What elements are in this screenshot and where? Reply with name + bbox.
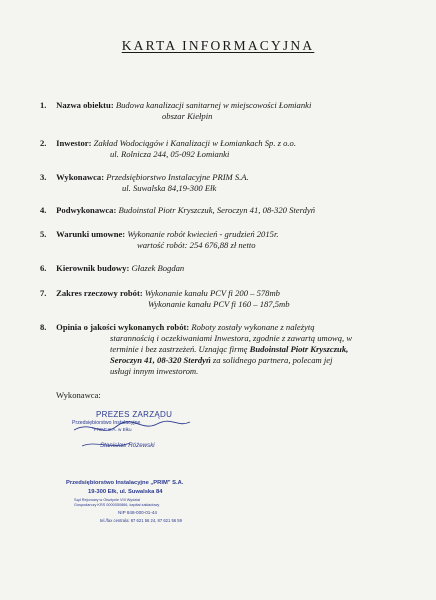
item-label: Zakres rzeczowy robót: bbox=[56, 288, 143, 298]
item-value: Głazek Bogdan bbox=[131, 263, 185, 273]
info-item-2 bbox=[40, 138, 410, 149]
item-value: Budoinstal Piotr Kryszczuk, Seroczyn 41, 08-320 Sterdyń bbox=[118, 205, 316, 215]
stamp-court-line: Sąd Rejonowy w Olsztynie VIII Wydział bbox=[74, 498, 141, 502]
item-label: Opinia o jakości wykonanych robót: bbox=[56, 322, 190, 332]
info-item-4 bbox=[40, 205, 410, 216]
item-label: Podwykonawca: bbox=[56, 205, 117, 215]
info-item-1 bbox=[40, 100, 410, 111]
info-item-8 bbox=[40, 322, 420, 333]
stamp-company-address: 19-300 Ełk, ul. Suwalska 84 bbox=[88, 489, 163, 495]
item-number: 1. bbox=[40, 100, 47, 110]
item-value: Wykonanie robót kwiecień - grudzień 2015r. bbox=[127, 229, 279, 239]
item-value-line2: obszar Kiełpin bbox=[162, 111, 213, 121]
item-number: 3. bbox=[40, 172, 47, 182]
item-value-line2: ul. Rolnicza 244, 05-092 Łomianki bbox=[110, 149, 230, 159]
document-title: KARTA INFORMACYJNA bbox=[121, 38, 315, 53]
item-value-line: starannością i oczekiwaniami Inwestora, zgodnie z zawartą umową, w bbox=[110, 333, 353, 343]
signature-stamp bbox=[72, 410, 192, 460]
item-label: Inwestor: bbox=[56, 138, 92, 148]
item-value-line: usługi innym inwestorom. bbox=[110, 366, 199, 376]
info-item-6 bbox=[40, 263, 410, 274]
item-value-line2: Wykonanie kanału PCV fi 160 – 187,5mb bbox=[148, 299, 290, 309]
stamp-title: PREZES ZARZĄDU bbox=[96, 410, 173, 419]
item-label: Wykonawca: bbox=[56, 172, 105, 182]
stamp-nip: NIP 848-000-01-44 bbox=[118, 510, 157, 515]
item-value-emphasis: Seroczyn 41, 08-320 Sterdyń bbox=[110, 355, 211, 365]
stamp-name: Stanisław Różewski bbox=[100, 442, 155, 449]
item-value-line2: ul. Suwalska 84,19-300 Ełk bbox=[122, 183, 217, 193]
stamp-company-name: Przedsiębiorstwo Instalacyjne „PRIM" S.A. bbox=[66, 480, 184, 486]
item-value-emphasis: Budoinstal Piotr Kryszczuk, bbox=[249, 344, 349, 354]
company-stamp bbox=[60, 470, 190, 535]
item-value-text: za solidnego partnera, polecam jej bbox=[212, 355, 333, 365]
stamp-company: Przedsiębiorstwo Instalacyjne bbox=[72, 420, 141, 426]
item-label: Nazwa obiektu: bbox=[56, 100, 114, 110]
item-number: 7. bbox=[40, 288, 47, 298]
stamp-krs-line: Gospodarczy KRS 0000050866, kapitał zakładowy bbox=[74, 503, 160, 507]
info-item-7 bbox=[40, 288, 410, 299]
item-number: 5. bbox=[40, 229, 47, 239]
item-number: 2. bbox=[40, 138, 47, 148]
item-label: Warunki umowne: bbox=[56, 229, 126, 239]
info-item-5 bbox=[40, 229, 410, 240]
item-value-text: terminie i bez zastrzeżeń. Uznając firmę bbox=[110, 344, 248, 354]
item-number: 6. bbox=[40, 263, 47, 273]
item-number: 4. bbox=[40, 205, 47, 215]
item-number: 8. bbox=[40, 322, 47, 332]
item-label: Kierownik budowy: bbox=[56, 263, 130, 273]
handwritten-signature bbox=[72, 410, 192, 460]
item-value: Przedsiębiorstwo Instalacyjne PRIM S.A. bbox=[106, 172, 249, 182]
item-value: Budowa kanalizacji sanitarnej w miejscowości Łomianki bbox=[115, 100, 312, 110]
info-item-3 bbox=[40, 172, 410, 183]
stamp-company-line2: "PRIM" S.A. w Ełku bbox=[92, 427, 132, 432]
item-value: Roboty zostały wykonane z należytą bbox=[191, 322, 315, 332]
item-value: Wykonanie kanału PCV fi 200 – 578mb bbox=[144, 288, 280, 298]
item-value-line2: wartość robót: 254 676,88 zł netto bbox=[137, 240, 256, 250]
stamp-phone: tel./fax centrala: 87 621 56 24, 87 621 56 59 bbox=[100, 518, 182, 523]
signature-label: Wykonawca: bbox=[56, 390, 101, 400]
item-value-line bbox=[110, 355, 333, 366]
item-value-line bbox=[110, 344, 348, 355]
item-value: Zakład Wodociągów i Kanalizacji w Łomiankach Sp. z o.o. bbox=[93, 138, 296, 148]
